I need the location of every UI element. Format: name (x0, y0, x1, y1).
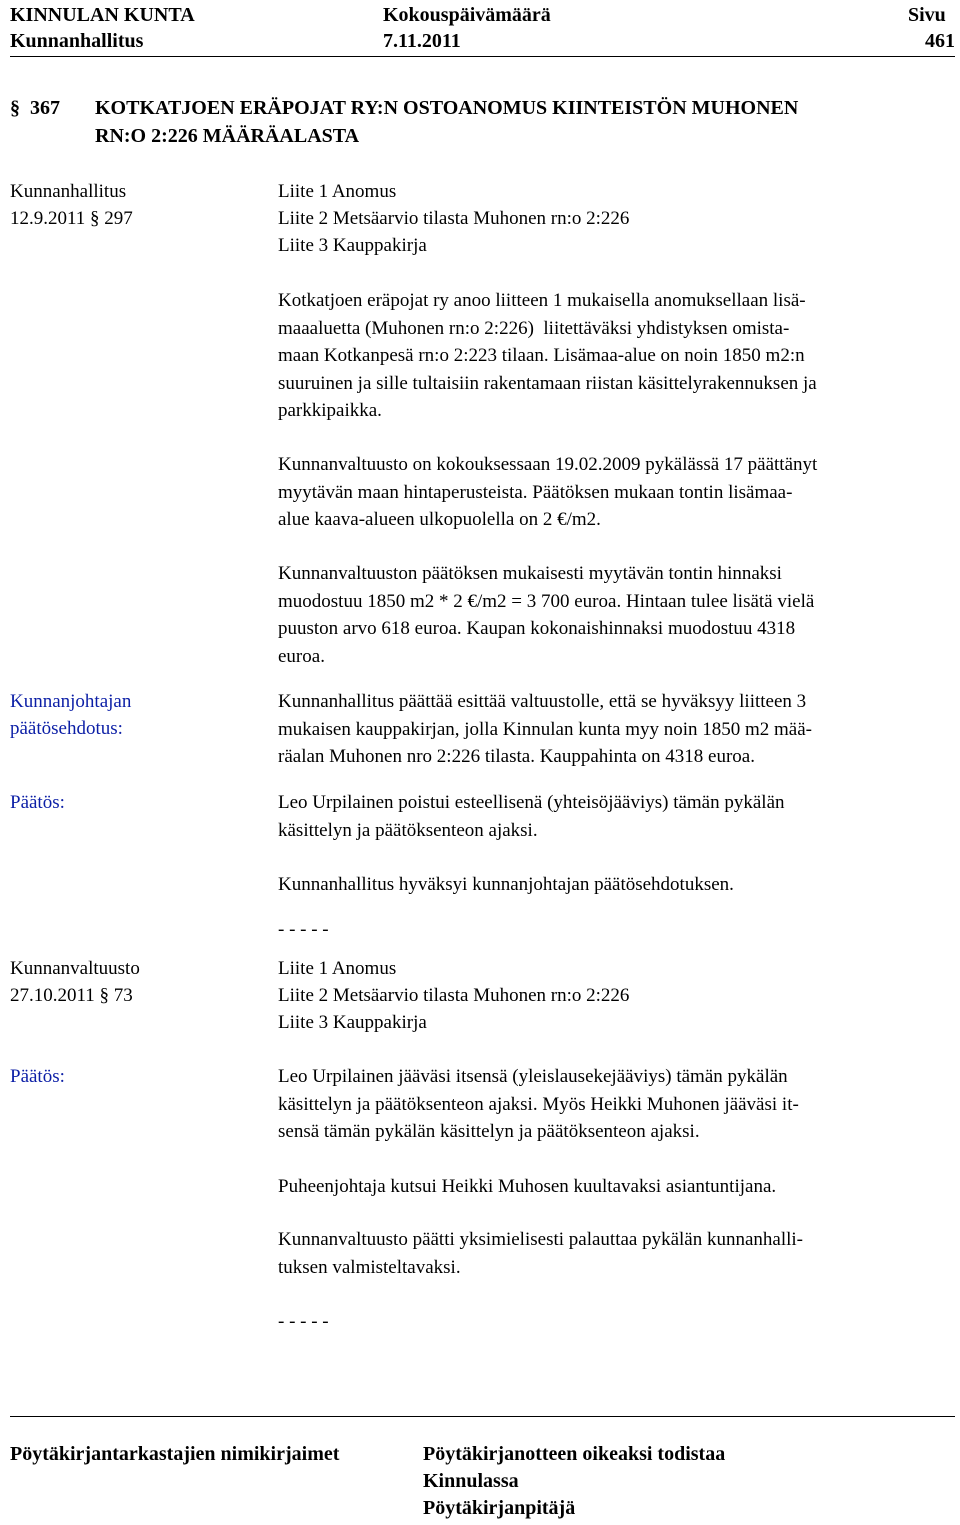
kv-attachment-2: Liite 2 Metsäarvio tilasta Muhonen rn:o 2:226 (278, 985, 630, 1006)
kh-attachment-1: Liite 1 Anomus (278, 181, 397, 202)
kh-decision-text-1: Leo Urpilainen poistui esteellisenä (yhteisöjääviys) tämän pykälän käsittelyn ja päätöksenteon ajaksi. (278, 792, 785, 841)
kh-decision-label: Päätös: (10, 792, 65, 813)
kv-reference: 27.10.2011 § 73 (10, 985, 133, 1006)
footer-initials-label: Pöytäkirjantarkastajien nimikirjaimet (10, 1443, 340, 1465)
kv-attachment-1: Liite 1 Anomus (278, 958, 397, 979)
kh-reference: 12.9.2011 § 297 (10, 208, 133, 229)
kh-paragraph-1: Kotkatjoen eräpojat ry anoo liitteen 1 mukaisella anomuksellaan lisä- maaaluetta (Muhonen rn:o 2:226) liitettäväksi yhdistyksen omista- maan Kotkanpesä rn:o 2:223 tilaan. Lisämaa-alue on noin 1850 m2:n suuruinen ja sille tultaisiin rakentamaan riistan käsittelyrakennuksen ja parkkipaikka. (278, 290, 817, 421)
proposal-label-line2: päätösehdotus: (10, 718, 123, 739)
kh-paragraph-3: Kunnanvaltuuston päätöksen mukaisesti myytävän tontin hinnaksi muodostuu 1850 m2 * 2 €/m2 = 3 700 euroa. Hintaan tulee lisätä vielä puuston arvo 618 euroa. Kaupan kokonaishinnaksi muodostuu 4318 euroa. (278, 563, 815, 667)
footer-rule (10, 1416, 955, 1417)
footer-place: Kinnulassa (423, 1470, 519, 1492)
kh-attachment-2: Liite 2 Metsäarvio tilasta Muhonen rn:o 2:226 (278, 208, 630, 229)
header-rule (10, 56, 955, 57)
header-date: 7.11.2011 (383, 30, 461, 52)
section-symbol: § (10, 97, 20, 119)
kv-separator: - - - - - (278, 1311, 329, 1332)
header-body: Kunnanhallitus (10, 30, 144, 52)
header-page-number: 461 (925, 30, 955, 52)
kh-organ: Kunnanhallitus (10, 181, 127, 202)
kv-decision-label: Päätös: (10, 1066, 65, 1087)
footer-certification-label: Pöytäkirjanotteen oikeaksi todistaa (423, 1443, 726, 1465)
header-date-label: Kokouspäivämäärä (383, 4, 551, 26)
proposal-label-line1: Kunnanjohtajan (10, 691, 132, 712)
proposal-text: Kunnanhallitus päättää esittää valtuustolle, että se hyväksyy liitteen 3 mukaisen kauppakirjan, jolla Kinnulan kunta myy noin 1850 m2 mää- räalan Muhonen nro 2:226 tilasta. Kauppahinta on 4318 euroa. (278, 691, 813, 767)
kh-attachment-3: Liite 3 Kauppakirja (278, 235, 427, 256)
section-number: 367 (30, 97, 60, 119)
kh-separator: - - - - - (278, 919, 329, 940)
kh-decision-text-2: Kunnanhallitus hyväksyi kunnanjohtajan päätösehdotuksen. (278, 874, 734, 895)
header-municipality: KINNULAN KUNTA (10, 4, 195, 26)
kv-decision-text-1: Leo Urpilainen jääväsi itsensä (yleislausekejääviys) tämän pykälän käsittelyn ja päätöksenteon ajaksi. Myös Heikki Muhonen jääväsi it- sensä tämän pykälän käsittelyn ja päätöksenteon ajaksi. (278, 1066, 799, 1142)
kv-decision-text-2: Puheenjohtaja kutsui Heikki Muhosen kuultavaksi asiantuntijana. (278, 1176, 777, 1197)
header-page-label: Sivu (908, 4, 946, 26)
kh-paragraph-2: Kunnanvaltuusto on kokouksessaan 19.02.2009 pykälässä 17 päättänyt myytävän maan hintaperusteista. Päätöksen mukaan tontin lisämaa- alue kaava-alueen ulkopuolella on 2 €/m2. (278, 454, 818, 530)
kv-attachment-3: Liite 3 Kauppakirja (278, 1012, 427, 1033)
footer-secretary-label: Pöytäkirjanpitäjä (423, 1497, 576, 1519)
section-title-line1: KOTKATJOEN ERÄPOJAT RY:N OSTOANOMUS KIINTEISTÖN MUHONEN (95, 97, 799, 119)
kv-organ: Kunnanvaltuusto (10, 958, 140, 979)
section-title-line2: RN:O 2:226 MÄÄRÄALASTA (95, 125, 360, 147)
kv-decision-text-3: Kunnanvaltuusto päätti yksimielisesti palauttaa pykälän kunnanhalli- tuksen valmisteltavaksi. (278, 1229, 804, 1278)
